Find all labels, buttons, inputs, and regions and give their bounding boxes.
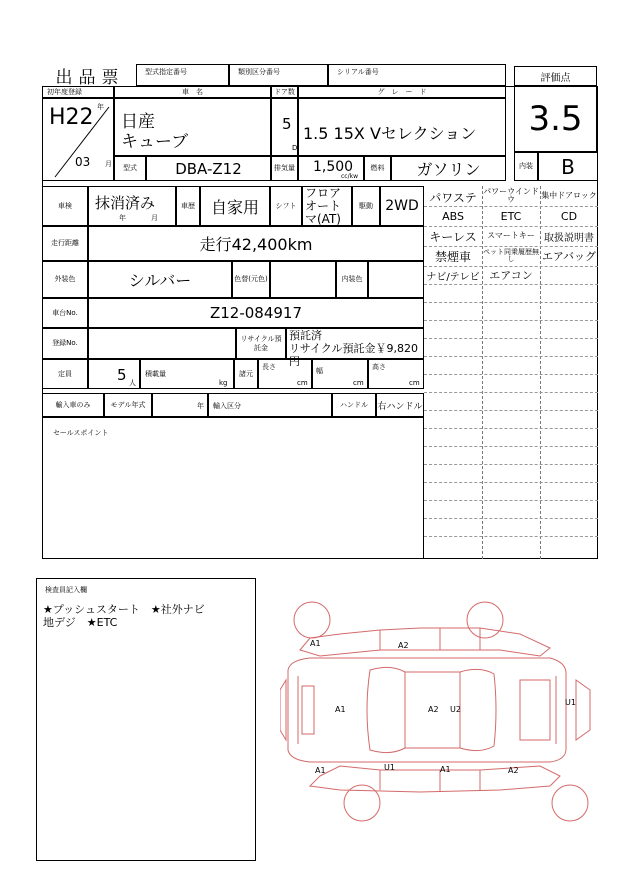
equipment-item: パワーウインドウ — [483, 187, 539, 204]
equipment-item: ETC — [500, 209, 522, 223]
first-reg-header — [42, 86, 114, 98]
trunk — [520, 680, 550, 740]
equipment-divider — [424, 500, 598, 501]
displacement-value: 1,500 — [313, 159, 354, 175]
mileage-label: 走行距離 — [42, 226, 88, 261]
inspection-label: 車検 — [42, 186, 88, 226]
color-change-value — [270, 261, 336, 298]
dimension-label: 諸元 — [234, 359, 258, 389]
equipment-item: CD — [560, 209, 578, 223]
type-value: DBA-Z12 — [146, 156, 271, 181]
equipment-divider — [424, 410, 598, 411]
shift-line-1: フロア — [305, 186, 342, 200]
interior-color-value — [368, 261, 424, 298]
wheel-front-left — [294, 602, 330, 638]
load-unit: kg — [219, 379, 228, 387]
registration-label: 登録No. — [42, 328, 88, 359]
length-label: 長さ — [262, 363, 276, 371]
wheel-front-right — [467, 602, 503, 638]
capacity-value: 5 — [117, 366, 127, 384]
sales-point-box — [42, 417, 424, 559]
use-label: 車歴 — [176, 186, 200, 226]
inspector-box — [36, 578, 256, 861]
width-unit: cm — [353, 379, 364, 387]
interior-value: B — [538, 152, 598, 181]
wheel-rear-right — [552, 785, 588, 821]
car-diagram — [280, 590, 600, 835]
recycle-label: リサイクル預託金 — [236, 328, 286, 359]
sales-point-label: セールスポイント — [53, 429, 109, 437]
registration-value — [88, 328, 236, 359]
equipment-item: スマートキー — [487, 231, 535, 240]
width-label: 幅 — [316, 367, 323, 375]
inspector-line-2: 地デジ ★ETC — [43, 616, 118, 629]
doors-cell — [271, 98, 298, 156]
year-value: H22 — [49, 105, 94, 130]
equipment-divider — [424, 338, 598, 339]
equipment-item: キーレス — [429, 229, 477, 244]
rear-window — [460, 669, 496, 750]
inspection-value: 抹消済み — [95, 194, 156, 212]
score-label: 評価点 — [514, 66, 597, 86]
equipment-item: エアコン — [489, 269, 533, 282]
equipment-divider — [424, 374, 598, 375]
doors-label: ドア数 — [271, 86, 298, 98]
damage-mark: A1 — [315, 766, 326, 775]
fuel-value: ガソリン — [391, 156, 506, 181]
mileage-value: 走行42,400km — [88, 226, 424, 261]
first-reg-label: 初年度登録 — [47, 88, 82, 96]
damage-mark: U1 — [384, 763, 395, 772]
handle-value: 右ハンドル — [376, 393, 424, 417]
height-label: 高さ — [372, 363, 386, 371]
equipment-divider — [424, 518, 598, 519]
equipment-item: ペット同乗履歴無し — [483, 248, 539, 263]
equipment-item: 取扱説明書 — [544, 232, 594, 244]
chassis-value: Z12-084917 — [88, 298, 424, 328]
displacement-unit: cc/kw — [341, 173, 359, 180]
drive-value: 2WD — [380, 186, 424, 226]
shift-line-2: オート — [305, 199, 342, 213]
equipment-divider — [424, 392, 598, 393]
first-reg-cell — [42, 98, 114, 181]
damage-mark: A1 — [335, 705, 346, 714]
name-label: 車 名 — [114, 86, 271, 98]
inspection-cell — [88, 186, 176, 226]
displacement-cell — [298, 156, 364, 181]
length-cell — [258, 359, 312, 389]
equipment-item: 集中ドアロック — [541, 191, 597, 200]
damage-mark: A2 — [508, 766, 519, 775]
inspection-year-mark: 年 — [119, 214, 126, 222]
model-name-cell — [114, 98, 271, 156]
equipment-divider — [424, 428, 598, 429]
inspector-line-1: ★プッシュスタート ★社外ナビ — [43, 603, 205, 616]
category-box — [229, 64, 328, 86]
damage-mark: A1 — [310, 639, 321, 648]
top-side-panel — [300, 628, 550, 656]
recycle-status: 預託済 — [289, 329, 322, 342]
import-class-label: 輸入区分 — [213, 402, 241, 410]
color-label: 外装色 — [42, 261, 88, 298]
equipment-divider — [424, 446, 598, 447]
capacity-unit: 人 — [129, 379, 136, 387]
equipment-item: エアバッグ — [541, 250, 597, 263]
serial-label: シリアル番号 — [337, 68, 379, 76]
equipment-divider — [424, 302, 598, 303]
use-value: 自家用 — [200, 186, 270, 226]
equipment-divider — [424, 320, 598, 321]
chassis-label: 車台No. — [42, 298, 88, 328]
handle-label: ハンドル — [332, 393, 376, 417]
type-label: 型式 — [114, 156, 146, 181]
bottom-side-panel — [310, 766, 560, 792]
damage-mark: U2 — [450, 705, 461, 714]
equipment-item: パワステ — [429, 190, 477, 205]
fuel-label: 燃料 — [364, 156, 391, 181]
equipment-item — [540, 266, 598, 284]
model-cert-box — [136, 64, 229, 86]
month-mark: 月 — [105, 160, 112, 168]
equipment-divider — [424, 482, 598, 483]
width-cell — [312, 359, 368, 389]
model-name: キューブ — [121, 132, 189, 152]
shift-label: シフト — [270, 186, 302, 226]
rear-end — [576, 680, 590, 740]
front-grille — [302, 686, 314, 734]
capacity-cell — [88, 359, 140, 389]
equipment-item: ABS — [442, 209, 464, 223]
doors-value: 5 — [282, 115, 292, 133]
damage-mark: A1 — [440, 765, 451, 774]
grade-value: 1.5 15X Vセレクション — [303, 124, 477, 143]
equipment-item: ナビ/テレビ — [426, 271, 480, 283]
page-title: 出品票 — [55, 67, 125, 88]
damage-mark: A2 — [428, 705, 439, 714]
shift-value — [302, 186, 352, 226]
recycle-amount: リサイクル預託金￥9,820円 — [289, 342, 418, 368]
windshield — [367, 667, 405, 752]
import-label: 輸入車のみ — [42, 393, 104, 417]
shift-line-3: マ(AT) — [305, 212, 341, 226]
front-end — [280, 680, 286, 740]
doors-suffix: D — [292, 144, 298, 152]
equipment-grid — [424, 186, 598, 559]
displacement-label: 排気量 — [271, 156, 298, 181]
year-mark: 年 — [97, 103, 104, 111]
score-value: 3.5 — [514, 86, 597, 152]
model-cert-label: 型式指定番号 — [145, 68, 187, 76]
damage-mark: U1 — [565, 698, 576, 707]
color-change-label: 色替(元色) — [232, 261, 270, 298]
inspector-title: 検査員記入欄 — [45, 586, 87, 594]
drive-label: 駆動 — [352, 186, 380, 226]
grade-label: グ レ ー ド — [298, 86, 506, 98]
damage-mark: A2 — [398, 641, 409, 650]
model-year-label: モデル年式 — [104, 393, 152, 417]
equipment-divider — [424, 464, 598, 465]
maker-name: 日産 — [121, 112, 155, 132]
equipment-divider — [424, 284, 598, 285]
load-label: 積載量 — [145, 370, 166, 378]
model-year-cell — [152, 393, 208, 417]
height-unit: cm — [409, 379, 420, 387]
serial-box — [328, 64, 506, 86]
equipment-item: 禁煙車 — [434, 249, 471, 264]
height-cell — [368, 359, 424, 389]
color-value: シルバー — [88, 261, 232, 298]
length-unit: cm — [297, 379, 308, 387]
category-label: 類別区分番号 — [238, 68, 280, 76]
capacity-label: 定員 — [42, 359, 88, 389]
load-cell — [140, 359, 234, 389]
grade-cell — [298, 98, 506, 156]
equipment-divider — [424, 356, 598, 357]
equipment-divider — [424, 536, 598, 537]
month-value: 03 — [75, 155, 91, 169]
interior-color-label: 内装色 — [336, 261, 368, 298]
inspection-month-mark: 月 — [151, 214, 158, 222]
car-body — [288, 658, 566, 762]
import-class-cell — [208, 393, 332, 417]
model-year-mark: 年 — [197, 402, 204, 410]
interior-label: 内装 — [514, 152, 538, 181]
